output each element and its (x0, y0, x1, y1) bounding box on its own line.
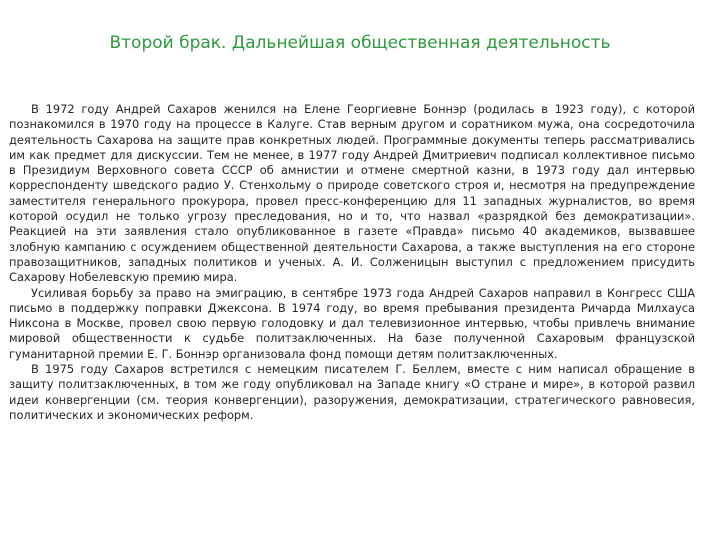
paragraph: В 1972 году Андрей Сахаров женился на Елене Георгиевне Боннэр (родилась в 1923 году), с которой познакомился в 1970 году на процессе в Калуге. Став верным другом и соратником мужа, она сосредоточила деятельность Сахарова на защите прав конкретных людей. Программные документы теперь рассматривались им как предмет для дискуссии. Тем не менее, в 1977 году Андрей Дмитриевич подписал коллективное письмо в Президиум Верховного совета СССР об амнистии и отмене смертной казни, в 1973 году дал интервью корреспонденту шведского радио У. Стенхольму о природе советского строя и, несмотря на предупреждение заместителя генерального прокурора, провел пресс-конференцию для 11 западных журналистов, во время которой осудил не только угрозу преследования, но и то, что назвал «разрядкой без демократизации». Реакцией на эти заявления стало опубликованное в газете «Правда» письмо 40 академиков, вызвавшее злобную кампанию с осуждением общественной деятельности Сахарова, а также выступления на его стороне правозащитников, западных политиков и ученых. А. И. Солженицын выступил с предложением присудить Сахарову Нобелевскую премию мира. (9, 102, 695, 285)
body-text (9, 102, 695, 423)
slide-title: Второй брак. Дальнейшая общественная деятельность (109, 33, 611, 53)
paragraph: В 1975 году Сахаров встретился с немецким писателем Г. Беллем, вместе с ним написал обращение в защиту политзаключенных, в том же году опубликовал на Западе книгу «О стране и мире», в которой развил идеи конвергенции (см. теория конвергенции), разоружения, демократизации, стратегического равновесия, политических и экономических реформ. (9, 362, 695, 422)
paragraph: Усиливая борьбу за право на эмиграцию, в сентябре 1973 года Андрей Сахаров направил в Конгресс США письмо в поддержку поправки Джексона. В 1974 году, во время пребывания президента Ричарда Милхауса Никсона в Москве, провел свою первую голодовку и дал телевизионное интервью, чтобы привлечь внимание мировой общественности к судьбе политзаключенных. На базе полученной Сахаровым французской гуманитарной премии Е. Г. Боннэр организовала фонд помощи детям политзаключенных. (9, 285, 695, 361)
